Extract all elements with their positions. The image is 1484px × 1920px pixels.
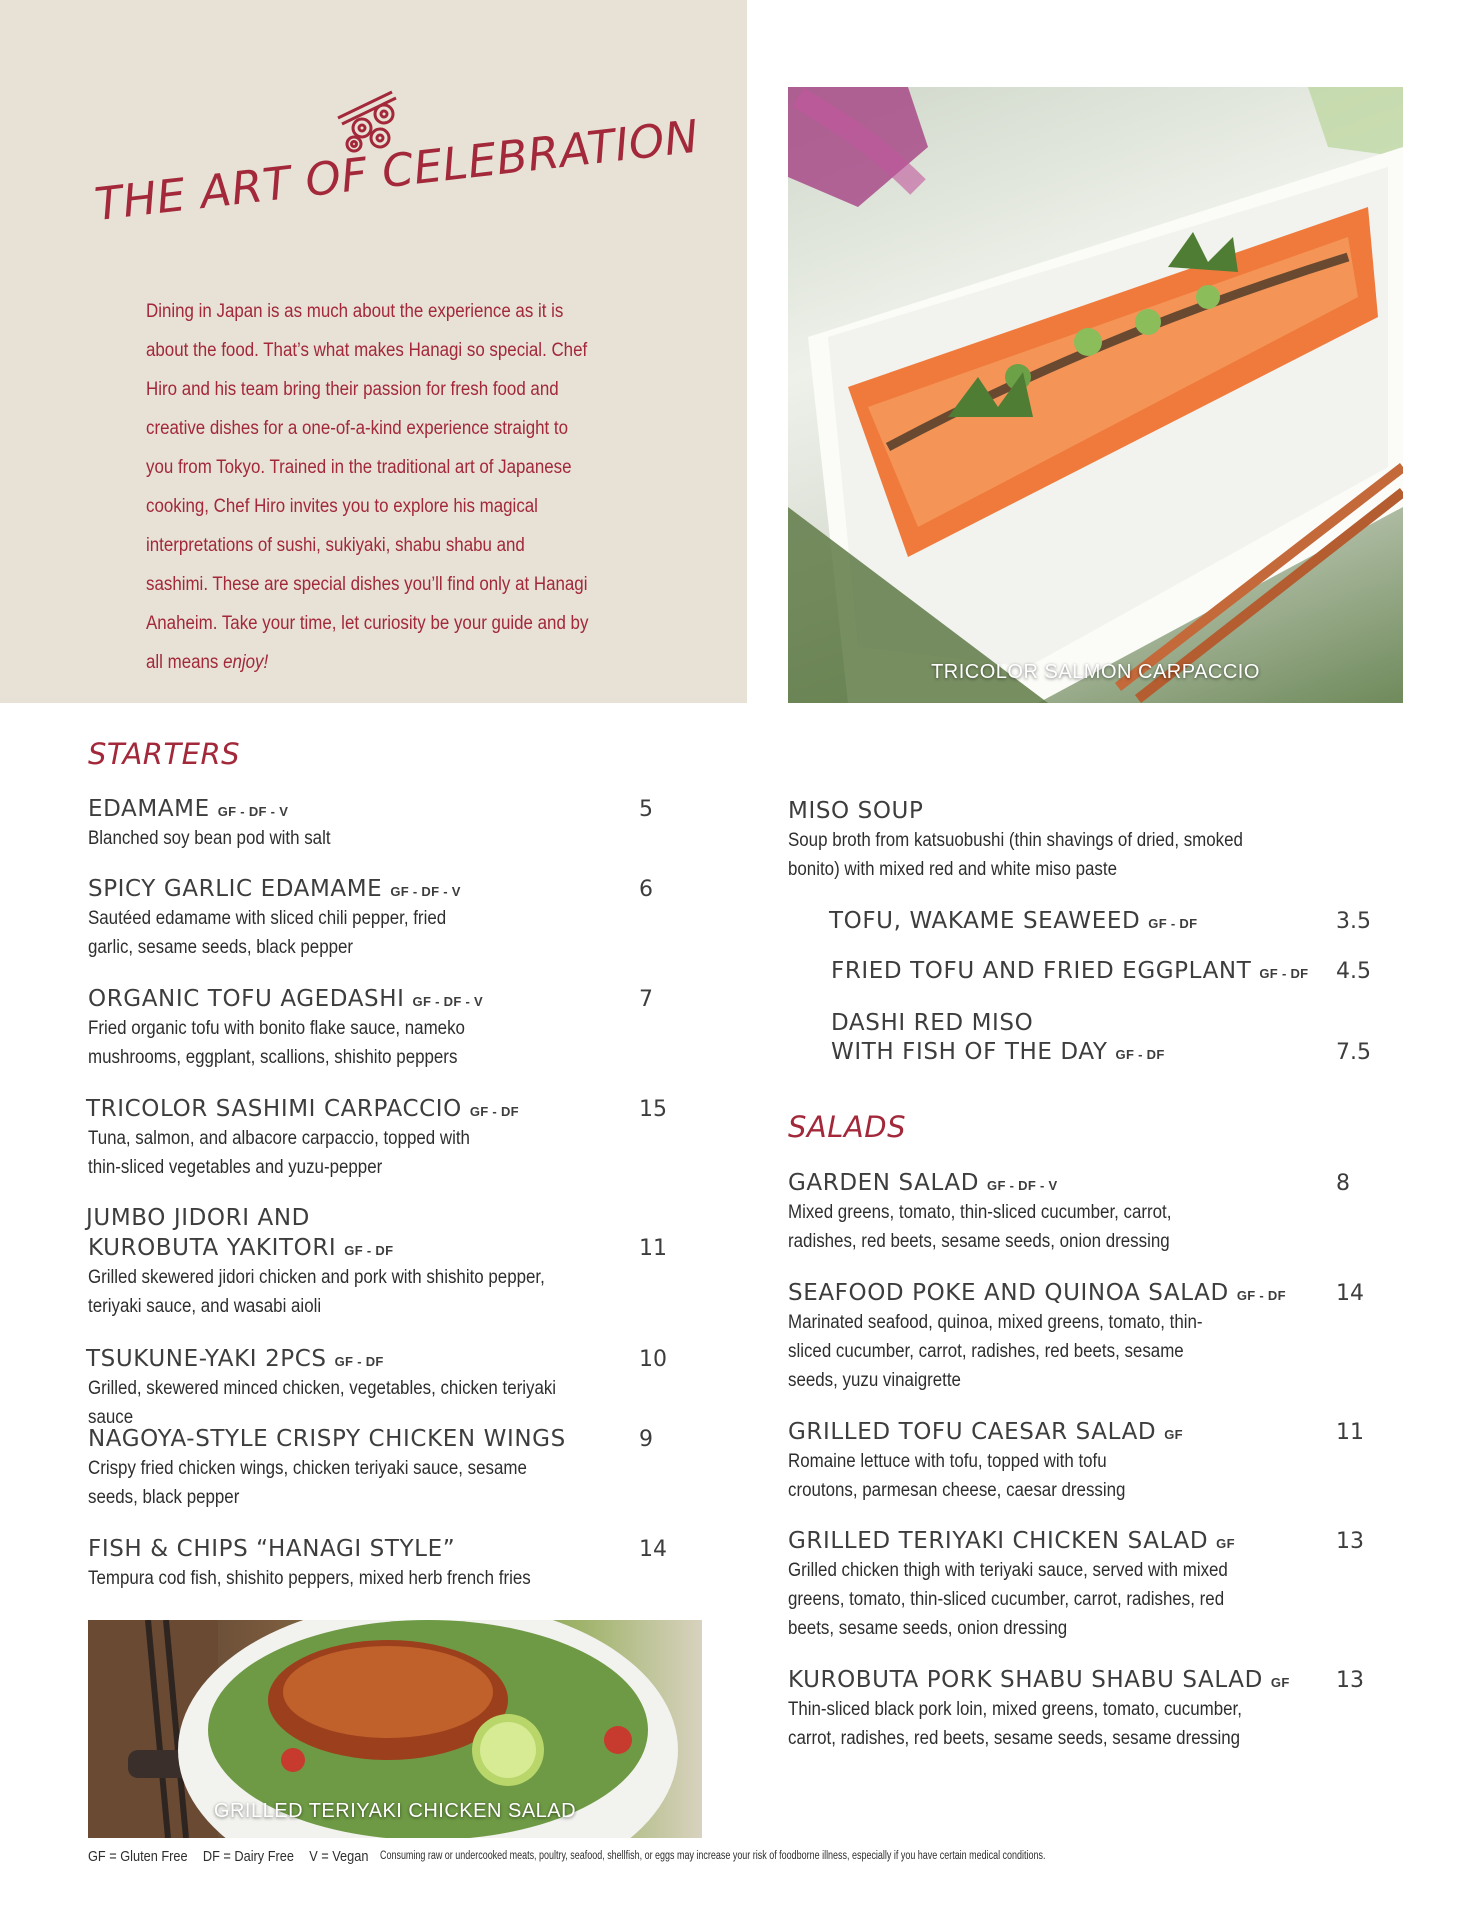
salads-title: SALADS <box>788 1110 906 1144</box>
menu-item-description: Thin-sliced black pork loin, mixed greens, tomato, cucumber, carrot, radishes, red beets, sesame seeds, sesame dressing <box>788 1699 1242 1749</box>
menu-item-name: GARDEN SALAD GF - DF - V <box>788 1170 1058 1196</box>
menu-item-price: 7.5 <box>1336 1040 1371 1065</box>
menu-item-price: 13 <box>1336 1529 1364 1554</box>
menu-item-price: 8 <box>1336 1171 1350 1196</box>
photo-caption: TRICOLOR SALMON CARPACCIO <box>931 661 1260 683</box>
menu-item-name-line1: JUMBO JIDORI AND <box>86 1205 310 1231</box>
menu-item-name: GRILLED TOFU CAESAR SALAD GF <box>788 1419 1183 1445</box>
menu-item-price: 9 <box>639 1427 653 1452</box>
menu-item-name: TRICOLOR SASHIMI CARPACCIO GF - DF <box>86 1096 519 1122</box>
menu-item-description: Grilled, skewered minced chicken, vegetables, chicken teriyaki sauce <box>88 1378 557 1428</box>
menu-item-price: 15 <box>639 1097 667 1122</box>
menu-item-price: 3.5 <box>1336 909 1371 934</box>
menu-item-name: SPICY GARLIC EDAMAME GF - DF - V <box>88 876 461 902</box>
menu-item-price: 10 <box>639 1347 667 1372</box>
menu-item-name: SEAFOOD POKE AND QUINOA SALAD GF - DF <box>788 1280 1286 1306</box>
dietary-legend: GF = Gluten Free DF = Dairy Free V = Vegan <box>88 1848 369 1865</box>
page-headline: THE ART OF CELEBRATION <box>92 109 702 231</box>
menu-item-description: Mixed greens, tomato, thin-sliced cucumber, carrot, radishes, red beets, sesame seeds, onion dressing <box>788 1202 1172 1252</box>
menu-item-price: 13 <box>1336 1668 1364 1693</box>
miso-option-name-line1: DASHI RED MISO <box>831 1010 1034 1036</box>
footer <box>88 1848 1408 1866</box>
menu-item-name: GRILLED TERIYAKI CHICKEN SALAD GF <box>788 1528 1235 1554</box>
photo-teriyaki-chicken-salad <box>88 1620 702 1838</box>
menu-item-description: Crispy fried chicken wings, chicken teriyaki sauce, sesame seeds, black pepper <box>88 1458 527 1508</box>
miso-option-name: FRIED TOFU AND FRIED EGGPLANT GF - DF <box>831 958 1309 984</box>
menu-item-price: 7 <box>639 987 653 1012</box>
menu-item-name: TSUKUNE-YAKI 2PCS GF - DF <box>86 1346 384 1372</box>
menu-item-description: Romaine lettuce with tofu, topped with tofu croutons, parmesan cheese, caesar dressing <box>788 1451 1126 1501</box>
menu-item-price: 4.5 <box>1336 959 1371 984</box>
miso-option-name: WITH FISH OF THE DAY GF - DF <box>831 1039 1165 1065</box>
menu-item-name: NAGOYA-STYLE CRISPY CHICKEN WINGS <box>88 1426 566 1452</box>
menu-item-name: MISO SOUP <box>788 798 924 824</box>
menu-item-price: 5 <box>639 797 653 822</box>
menu-item-description: Sautéed edamame with sliced chili pepper, fried garlic, sesame seeds, black pepper <box>88 908 447 958</box>
menu-item-description: Blanched soy bean pod with salt <box>88 828 331 849</box>
menu-item-description: Marinated seafood, quinoa, mixed greens, tomato, thin-sliced cucumber, carrot, radishes, red beets, sesame seeds, yuzu vinaigrette <box>788 1312 1203 1391</box>
intro-paragraph: Dining in Japan is as much about the experience as it is about the food. That’s what makes Hanagi so special. Chef Hiro and his team bring their passion for fresh food and creative dishes for a one-of-a-kind experience straight to you from Tokyo. Trained in the traditional art of Japanese cooking, Chef Hiro invites you to explore his magical interpretations of sushi, sukiyaki, shabu shabu and sashimi. These are special dishes you’ll find only at Hanagi Anaheim. Take your time, let curiosity be your guide and by all means enjoy! <box>146 301 589 673</box>
menu-item-description: Soup broth from katsuobushi (thin shavings of dried, smoked bonito) with mixed red and white miso paste <box>788 830 1243 880</box>
menu-item-price: 6 <box>639 877 653 902</box>
menu-item-price: 11 <box>639 1236 667 1261</box>
menu-item-description: Grilled chicken thigh with teriyaki sauce, served with mixed greens, tomato, thin-sliced cucumber, carrot, radishes, red beets, sesame seeds, onion dressing <box>788 1560 1228 1639</box>
menu-item-description: Tempura cod fish, shishito peppers, mixed herb french fries <box>88 1568 531 1589</box>
menu-item-name: KUROBUTA PORK SHABU SHABU SALAD GF <box>788 1667 1290 1693</box>
menu-item-price: 14 <box>1336 1281 1364 1306</box>
starters-title: STARTERS <box>88 737 241 771</box>
intro-panel <box>0 0 747 703</box>
menu-item-description: Fried organic tofu with bonito flake sauce, nameko mushrooms, eggplant, scallions, shishito peppers <box>88 1018 465 1068</box>
miso-option-name: TOFU, WAKAME SEAWEED GF - DF <box>829 908 1198 934</box>
menu-item-name: FISH & CHIPS “HANAGI STYLE” <box>88 1536 456 1562</box>
menu-item-description: Grilled skewered jidori chicken and pork with shishito pepper, teriyaki sauce, and wasabi aioli <box>88 1267 545 1317</box>
menu-item-name: ORGANIC TOFU AGEDASHI GF - DF - V <box>88 986 483 1012</box>
food-safety-disclaimer: Consuming raw or undercooked meats, poultry, seafood, shellfish, or eggs may increase your risk of foodborne illness, especially if you have certain medical conditions. <box>380 1850 1046 1862</box>
menu-item-name: EDAMAME GF - DF - V <box>88 796 289 822</box>
menu-item-price: 11 <box>1336 1420 1364 1445</box>
photo-salmon-carpaccio <box>788 87 1403 703</box>
menu-item-description: Tuna, salmon, and albacore carpaccio, topped with thin-sliced vegetables and yuzu-pepper <box>88 1128 470 1178</box>
photo-caption: GRILLED TERIYAKI CHICKEN SALAD <box>213 1800 577 1822</box>
menu-item-price: 14 <box>639 1537 667 1562</box>
menu-item-name: KUROBUTA YAKITORI GF - DF <box>88 1235 394 1261</box>
